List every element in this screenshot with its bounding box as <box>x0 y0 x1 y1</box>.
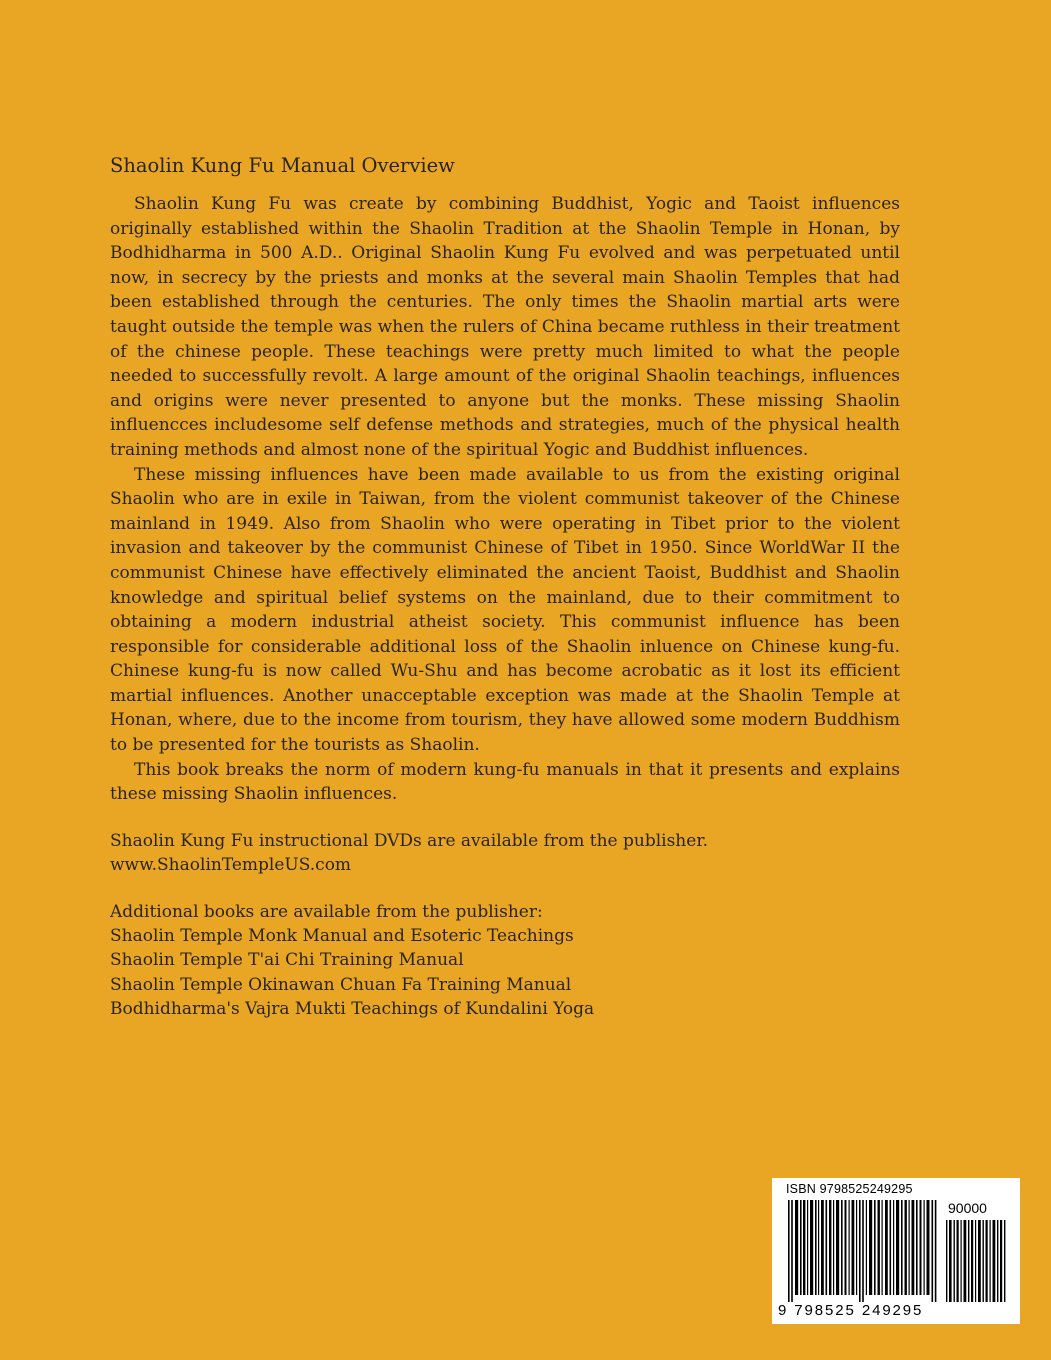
barcode-bars <box>788 1200 938 1302</box>
overview-paragraph-2: These missing influences have been made available to us from the existing original Shaolin who are in exile in Taiwan, from the violent communist takeover of the Chinese mainland in 1949. Also from Shaolin who were operating in Tibet prior to the violent invasion and takeover by the communist Chinese of Tibet in 1950. Since WorldWar II the communist Chinese have effectively eliminated the ancient Taoist, Buddhist and Shaolin knowledge and spiritual belief systems on the mainland, due to their commitment to obtaining a modern industrial atheist society. This communist influence has been responsible for considerable additional loss of the Shaolin inluence on Chinese kung-fu. Chinese kung-fu is now called Wu-Shu and has become acrobatic as it lost its efficient martial influences. Another unacceptable exception was made at the Shaolin Temple at Honan, where, due to the income from tourism, they have allowed some modern Buddhism to be presented for the tourists as Shaolin. <box>110 464 900 756</box>
book-title: Bodhidharma's Vajra Mukti Teachings of Kundalini Yoga <box>110 999 595 1020</box>
barcode-digits: 9 798525 249295 <box>778 1302 924 1319</box>
dvd-info <box>110 829 900 878</box>
overview-paragraph-1: Shaolin Kung Fu was create by combining Buddhist, Yogic and Taoist influences originally established within the Shaolin Tradition at the Shaolin Temple in Honan, by Bodhidharma in 500 A.D.. Original Shaolin Kung Fu evolved and was perpetuated until now, in secrecy by the priests and monks at the several main Shaolin Temples that had been established through the centuries. The only times the Shaolin martial arts were taught outside the temple was when the rulers of China became ruthless in their treatment of the chinese people. These teachings were pretty much limited to what the people needed to successfully revolt. A large amount of the original Shaolin teachings, influences and origins were never presented to anyone but the monks. These missing Shaolin influencces includesome self defense methods and strategies, much of the physical health training methods and almost none of the spiritual Yogic and Buddhist influences. <box>110 194 900 460</box>
addon-code: 90000 <box>948 1200 987 1216</box>
dvd-line: Shaolin Kung Fu instructional DVDs are available from the publisher. <box>110 830 708 851</box>
additional-books <box>110 900 900 1022</box>
book-title: Shaolin Temple Monk Manual and Esoteric Teachings <box>110 926 574 947</box>
isbn-label: ISBN 9798525249295 <box>786 1182 913 1196</box>
isbn-barcode <box>772 1178 1020 1324</box>
addon-barcode-bars <box>946 1220 1008 1302</box>
book-title: Shaolin Temple Okinawan Chuan Fa Training Manual <box>110 974 572 995</box>
back-cover-text <box>110 150 900 1022</box>
books-intro: Additional books are available from the publisher: <box>110 901 543 922</box>
overview-title: Shaolin Kung Fu Manual Overview <box>110 154 455 177</box>
overview-paragraph-3: This book breaks the norm of modern kung-fu manuals in that it presents and explains these missing Shaolin influences. <box>110 759 900 805</box>
book-title: Shaolin Temple T'ai Chi Training Manual <box>110 950 464 971</box>
website-text: www.ShaolinTempleUS.com <box>110 855 352 876</box>
